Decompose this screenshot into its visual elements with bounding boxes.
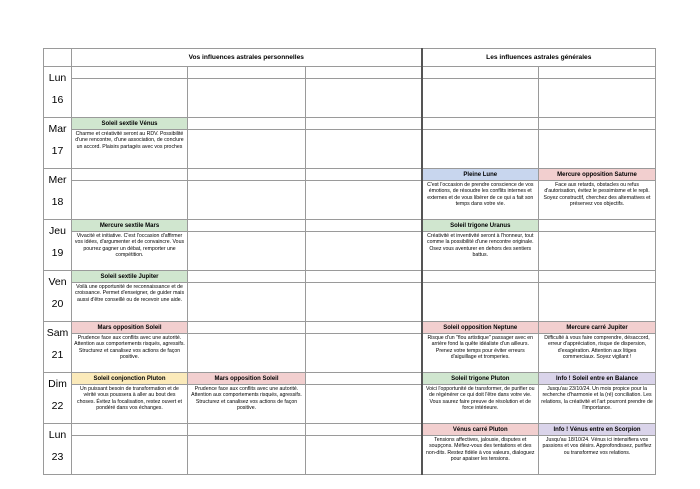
day-number: 17	[51, 145, 64, 157]
day-label-cell	[44, 271, 72, 322]
event-title	[539, 118, 655, 130]
day-label-cell	[44, 67, 72, 118]
cell-content	[539, 373, 655, 423]
event-title: Soleil conjonction Pluton	[72, 373, 187, 385]
event-title: Soleil sextile Jupiter	[72, 271, 187, 283]
day-number: 18	[51, 196, 64, 208]
day-column-header	[44, 49, 72, 67]
event-title	[188, 424, 305, 436]
cell-content	[423, 118, 539, 168]
event-title: Mercure carré Jupiter	[539, 322, 655, 334]
cell-content	[423, 169, 539, 219]
day-name: Mar	[48, 123, 67, 135]
event-description	[72, 181, 187, 182]
personal-influence-cell	[306, 67, 422, 118]
day-number: 22	[51, 400, 64, 412]
day-number: 21	[51, 349, 64, 361]
header-row	[44, 49, 656, 67]
day-row	[44, 271, 656, 322]
general-influence-cell	[422, 424, 539, 475]
general-influence-cell	[539, 118, 656, 169]
day-row	[44, 118, 656, 169]
personal-influence-cell	[188, 424, 306, 475]
cell-content	[72, 118, 187, 168]
day-row	[44, 67, 656, 118]
cell-content	[306, 322, 421, 372]
event-title: Mars opposition Soleil	[188, 373, 305, 385]
general-influence-cell	[422, 271, 539, 322]
cell-content	[188, 322, 305, 372]
cell-content	[72, 322, 187, 372]
event-description: Un puissant besoin de transformation et de vérité vous poussera à aller au bout des choses. Évitez la focalisation, restez ouvert et pondéré dans vos échanges.	[77, 386, 182, 412]
event-description: Tensions affectives, jalousie, disputes et soupçons. Méfiez-vous des tentations et des non-dits. Restez fidèle à vos valeurs, dialoguez pour apaiser les tensions.	[426, 437, 535, 463]
cell-content	[72, 373, 187, 423]
event-title	[423, 271, 539, 283]
personal-influence-cell	[306, 424, 422, 475]
cell-content	[423, 373, 539, 423]
event-title	[306, 373, 421, 385]
day-name: Lun	[48, 429, 67, 441]
personal-influence-cell	[188, 169, 306, 220]
cell-content	[188, 67, 305, 117]
event-title: Mercure sextile Mars	[72, 220, 187, 232]
event-title	[306, 220, 421, 232]
day-row	[44, 169, 656, 220]
personal-influence-cell	[188, 271, 306, 322]
day-name: Ven	[48, 276, 67, 288]
personal-influence-cell	[306, 373, 422, 424]
event-title: Soleil trigone Pluton	[423, 373, 539, 385]
event-description: C'est l'occasion de prendre conscience de vos émotions, de résoudre les conflits internes et externes et de vous libérer de ce qui a fait son temps dans votre vie.	[427, 182, 534, 208]
personal-influence-cell	[72, 424, 188, 475]
day-row	[44, 322, 656, 373]
personal-influence-cell	[72, 220, 188, 271]
event-title	[539, 220, 655, 232]
personal-influence-cell	[188, 67, 306, 118]
day-label-cell	[44, 118, 72, 169]
day-label-cell	[44, 322, 72, 373]
day-number: 16	[51, 94, 64, 106]
general-influence-cell	[539, 169, 656, 220]
event-title	[306, 271, 421, 283]
personal-influence-cell	[72, 67, 188, 118]
day-label-cell	[44, 373, 72, 424]
event-description	[539, 232, 655, 233]
event-description	[306, 436, 421, 437]
event-description	[188, 79, 305, 80]
weekly-astro-calendar	[43, 48, 656, 475]
event-title: Mars opposition Soleil	[72, 322, 187, 334]
event-description: Prudence face aux conflits avec une autorité. Attention aux comportements risqués, agressifs. Structurez et canalisez vos actions de façon positive.	[191, 386, 302, 412]
event-title	[306, 424, 421, 436]
day-number: 20	[51, 298, 64, 310]
cell-content	[188, 118, 305, 168]
event-title: Vénus carré Pluton	[423, 424, 539, 436]
general-influence-cell	[422, 220, 539, 271]
general-influence-cell	[422, 169, 539, 220]
personal-influence-cell	[188, 322, 306, 373]
cell-content	[306, 424, 421, 474]
cell-content	[539, 169, 655, 219]
event-title	[188, 169, 305, 181]
event-description	[72, 436, 187, 437]
cell-content	[423, 271, 539, 321]
event-description	[188, 181, 305, 182]
cell-content	[423, 67, 539, 117]
cell-content	[306, 220, 421, 270]
event-title	[188, 67, 305, 79]
cell-content	[188, 373, 305, 423]
event-title: Pleine Lune	[423, 169, 539, 181]
cell-content	[72, 67, 187, 117]
event-description: Risque d'un "flou artistique" passager avec en arrière fond la quête idéaliste d'un ailleurs. Prenez votre temps pour éviter erreurs d'aiguillage et tromperies.	[427, 335, 534, 361]
day-name: Sam	[46, 327, 69, 339]
event-title	[72, 424, 187, 436]
event-title	[306, 67, 421, 79]
day-row	[44, 424, 656, 475]
personal-influence-cell	[188, 118, 306, 169]
day-number: 23	[51, 451, 64, 463]
event-description	[539, 283, 655, 284]
cell-content	[423, 424, 539, 474]
event-description	[188, 436, 305, 437]
general-influence-cell	[422, 322, 539, 373]
general-influence-cell	[422, 118, 539, 169]
event-description	[72, 79, 187, 80]
cell-content	[306, 67, 421, 117]
event-description	[306, 385, 421, 386]
event-title	[72, 169, 187, 181]
cell-content	[306, 271, 421, 321]
event-description: Vivacité et initiative. C'est l'occasion d'affirmer vos idées, d'argumenter et de convaincre. Vous pourrez gagner un débat, remporter une compétition.	[74, 233, 185, 259]
event-description: Jusqu'au 23/10/24. Un mois propice pour la recherche d'harmonie et la (ré) conciliation. Les relations, la créativité et l'art pourront prendre de l'importance.	[541, 386, 653, 412]
event-description: Voici l'opportunité de transformer, de purifier ou de régénérer ce qui doit l'être dans votre vie. Vous saurez faire preuve de résolution et de force intérieure.	[425, 386, 535, 412]
general-influence-cell	[539, 271, 656, 322]
personal-influence-cell	[306, 322, 422, 373]
event-description	[188, 232, 305, 233]
cell-content	[72, 169, 187, 219]
cell-content	[306, 118, 421, 168]
cell-content	[423, 322, 539, 372]
event-description: Créativité et inventivité seront à l'honneur, tout comme la possibilité d'une rencontre originale. Osez vous aventurer en dehors des sentiers battus.	[427, 233, 534, 259]
event-title	[306, 118, 421, 130]
event-description: Face aux retards, obstacles ou refus d'autorisation, évitez le pessimisme et le repli. Soyez constructif, cherchez des alternatives et préservez vos objectifs.	[543, 182, 651, 208]
cell-content	[72, 424, 187, 474]
event-title	[188, 118, 305, 130]
cell-content	[188, 271, 305, 321]
event-title: Soleil trigone Uranus	[423, 220, 539, 232]
event-description	[306, 130, 421, 131]
event-description	[306, 334, 421, 335]
personal-influence-cell	[72, 118, 188, 169]
event-title	[306, 322, 421, 334]
event-description	[306, 232, 421, 233]
cell-content	[188, 424, 305, 474]
event-description	[188, 283, 305, 284]
personal-influence-cell	[72, 169, 188, 220]
event-description	[423, 283, 539, 284]
general-influence-cell	[539, 322, 656, 373]
event-description	[423, 79, 539, 80]
day-row	[44, 220, 656, 271]
event-description	[188, 130, 305, 131]
personal-influence-cell	[306, 118, 422, 169]
day-name: Jeu	[49, 225, 66, 237]
event-description	[306, 181, 421, 182]
event-title	[188, 322, 305, 334]
cell-content	[72, 271, 187, 321]
day-name: Mer	[48, 174, 67, 186]
event-title	[72, 67, 187, 79]
general-influence-cell	[539, 373, 656, 424]
personal-influence-cell	[188, 220, 306, 271]
personal-influence-cell	[72, 271, 188, 322]
cell-content	[188, 169, 305, 219]
event-title: Info ! Soleil entre en Balance	[539, 373, 655, 385]
general-influence-cell	[539, 220, 656, 271]
event-title	[306, 169, 421, 181]
event-description: Difficulté à vous faire comprendre, désaccord, erreur d'appréciation, risque de dispersion, d'exagération. Attention aux litiges commerciaux. Soyez vigilant !	[544, 335, 650, 361]
event-description	[306, 283, 421, 284]
general-influence-cell	[539, 67, 656, 118]
day-label-cell	[44, 220, 72, 271]
personal-influence-cell	[306, 220, 422, 271]
cell-content	[539, 220, 655, 270]
event-title	[539, 67, 655, 79]
personal-influence-cell	[306, 271, 422, 322]
event-title	[423, 67, 539, 79]
personal-influence-cell	[72, 322, 188, 373]
general-influence-cell	[422, 373, 539, 424]
event-description: Voilà une opportunité de reconnaissance et de croissance. Permet d'enseigner, de guider mais aussi d'être conseillé ou de recevoir une aide.	[74, 284, 185, 303]
general-influence-cell	[422, 67, 539, 118]
event-description	[539, 79, 655, 80]
event-description	[423, 130, 539, 131]
cell-content	[188, 220, 305, 270]
personal-influence-cell	[306, 169, 422, 220]
cell-content	[72, 220, 187, 270]
day-label-cell	[44, 424, 72, 475]
day-label-cell	[44, 169, 72, 220]
cell-content	[539, 271, 655, 321]
event-title	[188, 271, 305, 283]
day-row	[44, 373, 656, 424]
event-description	[539, 130, 655, 131]
event-description: Prudence face aux conflits avec une autorité. Attention aux comportements risqués, agressifs. Structurez et canalisez vos actions de façon positive.	[74, 335, 185, 361]
event-description	[306, 79, 421, 80]
personal-influence-cell	[188, 373, 306, 424]
event-description	[188, 334, 305, 335]
event-description: Jusqu'au 18/10/24. Vénus ici intensifiera vos passions et vos désirs. Approfondissez, purifiez ou transformez vos relations.	[542, 437, 652, 456]
day-name: Lun	[48, 72, 67, 84]
cell-content	[306, 373, 421, 423]
cell-content	[306, 169, 421, 219]
cell-content	[539, 424, 655, 474]
cell-content	[539, 67, 655, 117]
event-description: Charme et créativité seront au RDV. Possibilité d'une rencontre, d'une association, de conclure un accord. Plaisirs partagés avec vos proches	[75, 131, 184, 150]
event-title: Soleil sextile Vénus	[72, 118, 187, 130]
day-name: Dim	[48, 378, 67, 390]
personal-influence-cell	[72, 373, 188, 424]
cell-content	[539, 322, 655, 372]
general-influences-header: Les influences astrales générales	[422, 49, 656, 67]
cell-content	[423, 220, 539, 270]
event-title: Soleil opposition Neptune	[423, 322, 539, 334]
event-title: Info ! Vénus entre en Scorpion	[539, 424, 655, 436]
cell-content	[539, 118, 655, 168]
personal-influences-header: Vos influences astrales personnelles	[72, 49, 422, 67]
event-title	[188, 220, 305, 232]
event-title: Mercure opposition Saturne	[539, 169, 655, 181]
general-influence-cell	[539, 424, 656, 475]
event-title	[539, 271, 655, 283]
day-number: 19	[51, 247, 64, 259]
event-title	[423, 118, 539, 130]
